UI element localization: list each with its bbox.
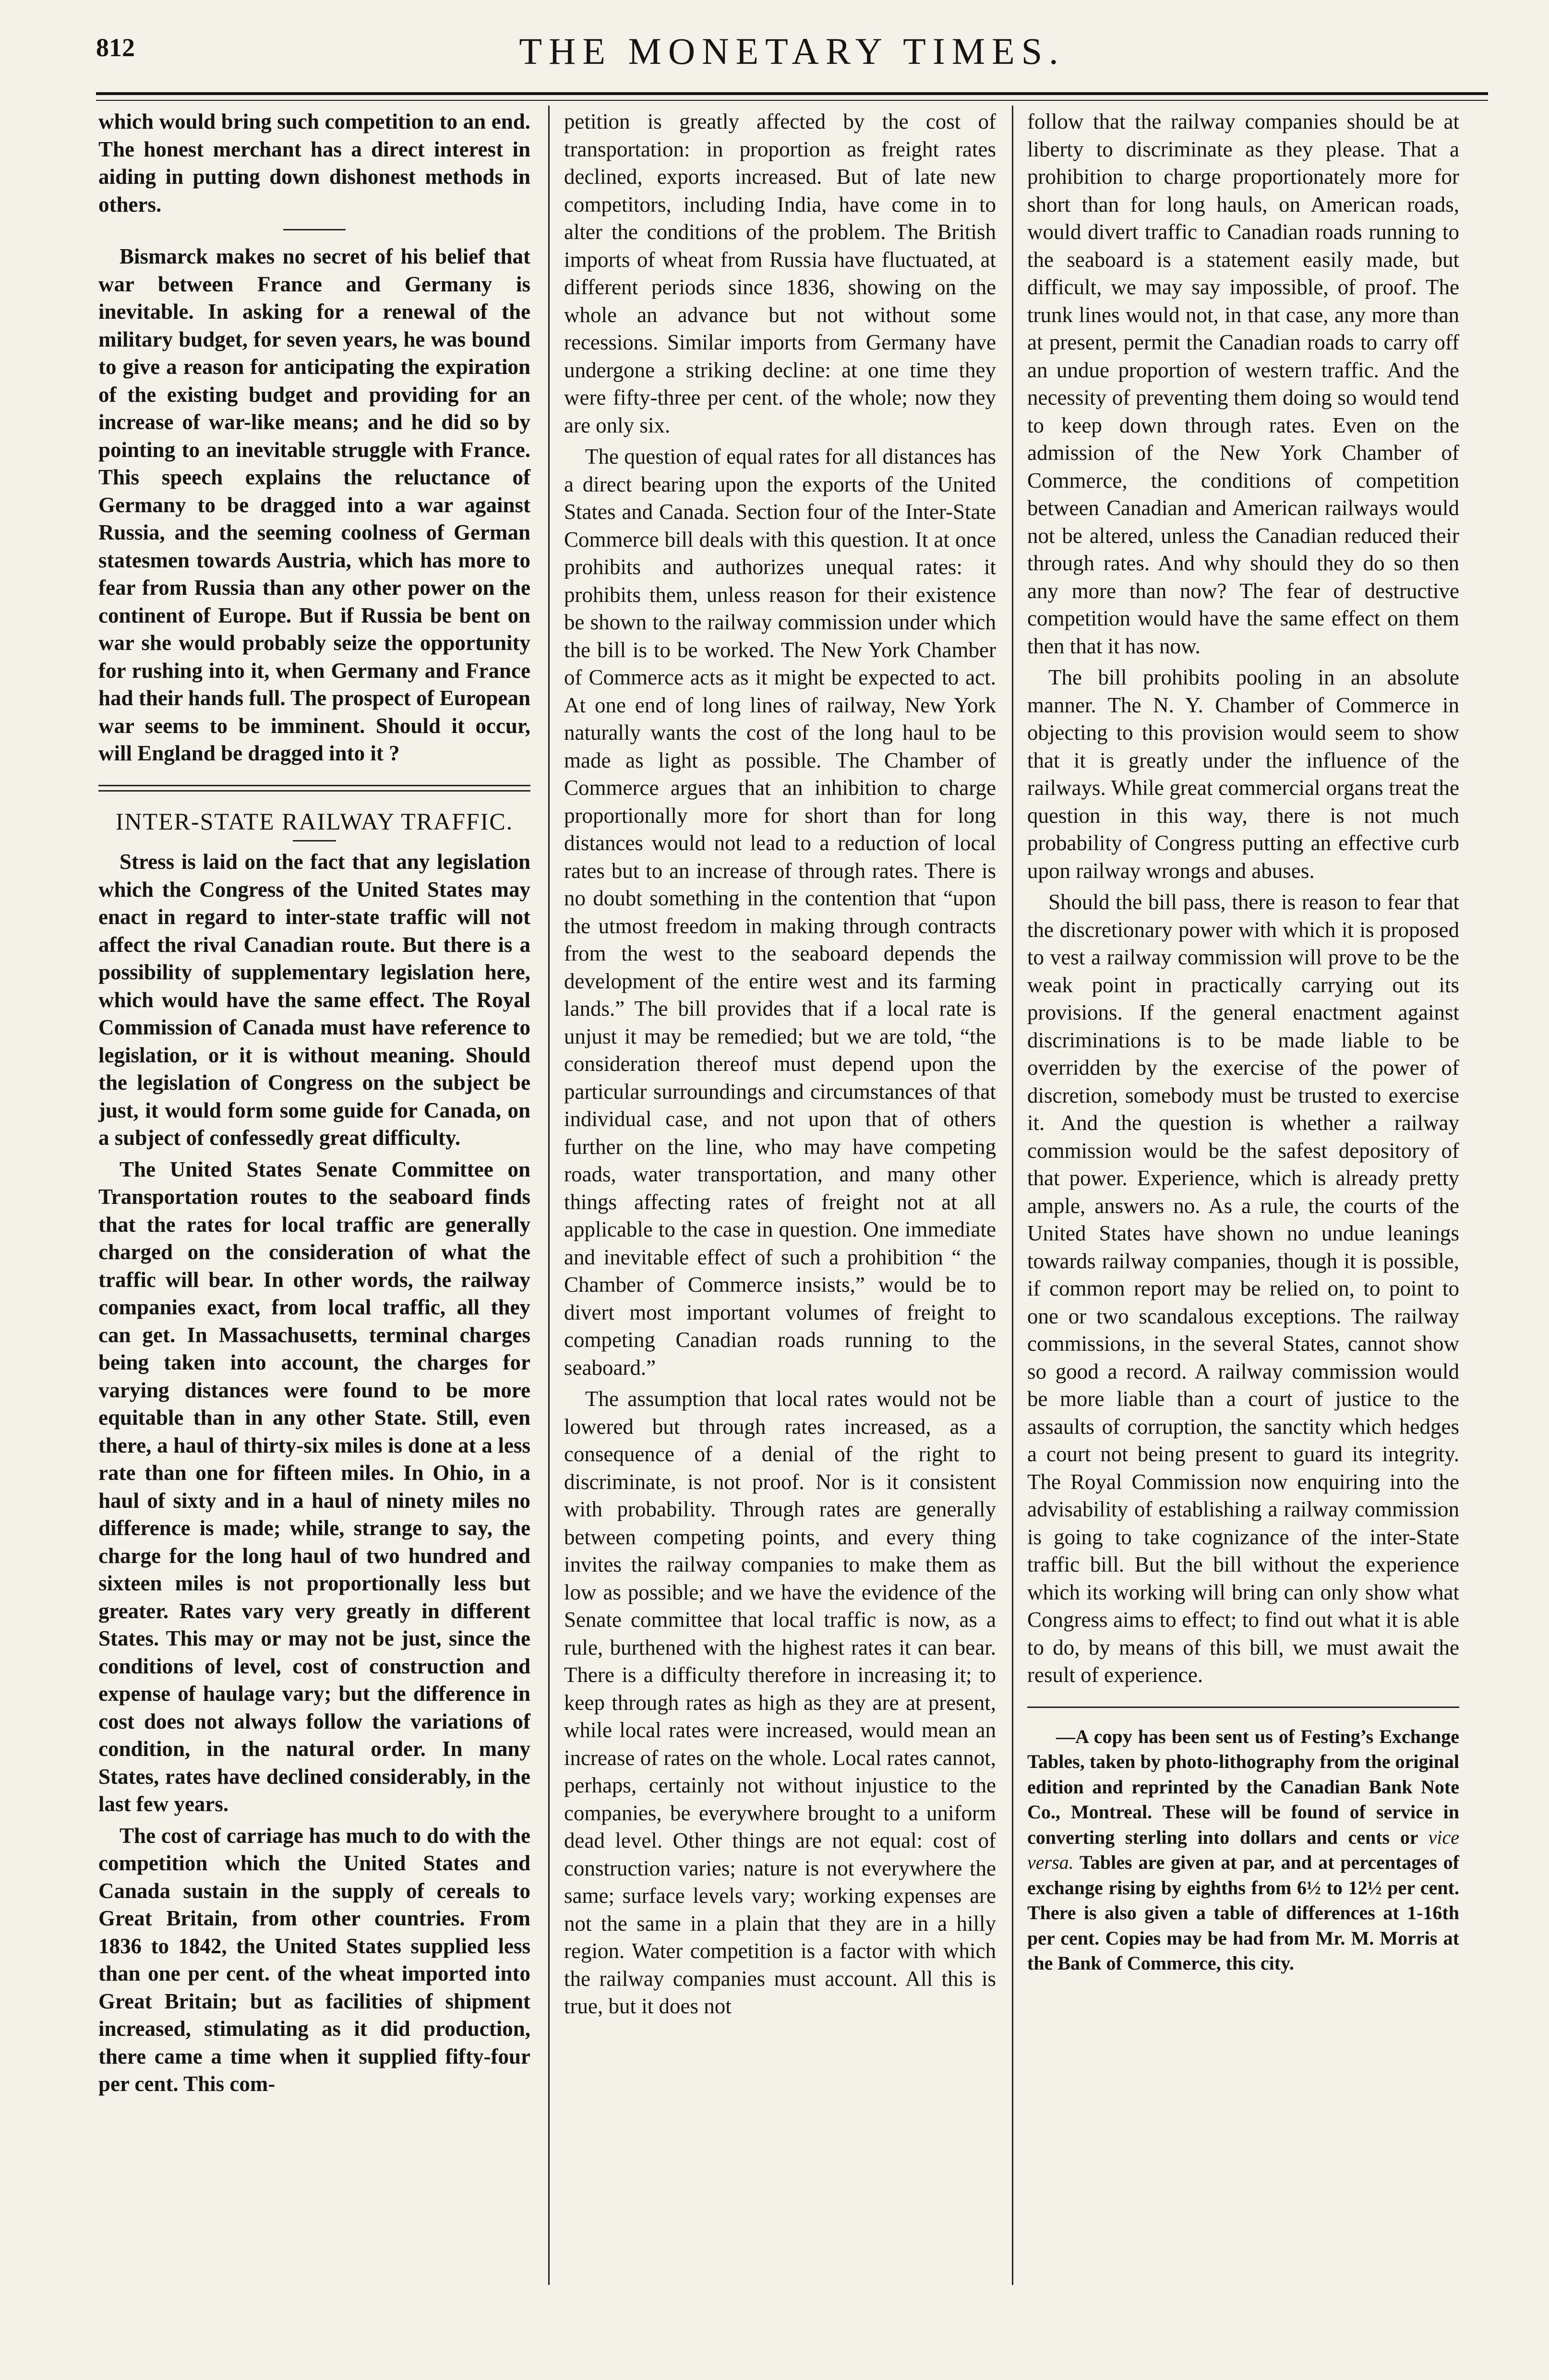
column-2 [564, 108, 996, 2024]
paragraph: Should the bill pass, there is reason to fear that the discretionary power with which it is proposed to vest a railway commission will prove to be the weak point in practically carrying out its provisions. If the general enactment against discriminations is to be made liable to be overridden by the exercise of the power of discretion, somebody must be trusted to exercise it. And the question is whether a railway commission would be the safest depository of that power. Experience, which is already pretty ample, answers no. As a rule, the courts of the United States have shown no undue leanings towards railway companies, though it is possible, if common report may be relied on, to point to one or two scandalous exceptions. The railway commissions, in the several States, cannot show so good a record. A railway commission would be more liable than a court of justice to the assaults of corruption, the sanctity which hedges a court not being present to guard its integrity. The Royal Commission now enquiring into the advisability of establishing a railway commission is going to take cognizance of the inter-State traffic bill. But the bill without the experience which its working will bring can only show what Congress aims to effect; to find out what it is able to do, by means of this bill, we must await the result of experience. [1027, 890, 1459, 1687]
paragraph: The assumption that local rates would not be lowered but through rates increased, as a consequence of a denial of the right to discriminate, is not proof. Nor is it consistent with probability. Through rates are generally between competing points, and every thing invites the railway companies to make them as low as possible; and we have the evidence of the Senate committee that local traffic is now, as a rule, burthened with the highest rates it can bear. There is a difficulty therefore in increasing it; to keep through rates as high as they are at present, while local rates were increased, would mean an increase of rates on the whole. Local rates cannot, perhaps, certainly not without injustice to the companies, be everywhere brought to a uniform dead level. Other things are not equal: cost of construction varies; nature is not everywhere the same; surface levels vary; working expenses are not the same in a plain that they are in a hilly region. Water competition is a factor with which the railway companies must account. All this is true, but it does not [564, 1387, 996, 2018]
header-rule-thin [96, 100, 1488, 101]
news-note [1027, 1724, 1459, 1976]
paragraph: Bismarck makes no secret of his belief that war between France and Germany is inevitable. In asking for a renewal of the military budget, for seven years, he was bound to give a reason for anticipating the expiration of the existing budget and providing for an increase of war-like means; and he did so by pointing to an inevitable struggle with France. This speech explains the reluctance of Germany to be dragged into a war against Russia, and the seeming coolness of German statesmen towards Austria, which has more to fear from Russia than any other power on the continent of Europe. But if Russia be bent on war she would probably seize the opportunity for rushing into it, when Germany and France had their hands full. The prospect of European war seems to be imminent. Should it occur, will England be dragged into it ? [98, 244, 530, 765]
note-divider [1027, 1707, 1459, 1708]
note-italic: vice versa. [1027, 1826, 1459, 1873]
note-text: Tables are given at par, and at percentages of exchange rising by eighths from 6½ to 12½ per cent. There is also given a table of differences at 1-16th per cent. Copies may be had from Mr. M. Morris at the Bank of Commerce, this city. [1027, 1851, 1459, 1974]
paragraph: The question of equal rates for all distances has a direct bearing upon the exports of the United States and Canada. Section four of the Inter-State Commerce bill deals with this question. It at once prohibits and authorizes unequal rates: it prohibits them, unless reason for their existence be shown to the railway commission under which the bill is to be worked. The New York Chamber of Commerce acts as it might be expected to act. At one end of long lines of railway, New York naturally wants the cost of the long haul to be made as light as possible. The Chamber of Commerce argues that an inhibition to charge proportionally more for short than for long distances would not lead to a reduction of local rates but to an increase of through rates. There is no doubt something in the contention that “upon the utmost freedom in making through contracts from the west to the seaboard depends the development of the entire west and its farming lands.” The bill provides that if a local rate is unjust it may be remedied; but we are told, “the consideration thereof must depend upon the particular surroundings and circumstances of that individual case, and not upon that of others further on the line, who may have competing roads, water transportation, and many other things affecting rates of freight not at all applicable to the case in question. One immediate and inevitable effect of such a prohibition “ the Chamber of Commerce insists,” would be to divert most important volumes of freight to competing Canadian roads running to the seaboard.” [564, 445, 996, 1380]
double-divider [98, 785, 530, 792]
paragraph: which would bring such competition to an end. The honest merchant has a direct interest in aiding in putting down dishonest methods in others. [98, 109, 530, 216]
page-number: 812 [96, 33, 135, 62]
paragraph: The cost of carriage has much to do with the competition which the United States and Canada sustain in the supply of cereals to Great Britain, from other countries. From 1836 to 1842, the United States supplied less than one per cent. of the wheat imported into Great Britain; but as facilities of shipment increased, stimulating as it did production, there came a time when it supplied fifty-four per cent. This com- [98, 1823, 530, 2096]
column-divider-2 [1012, 106, 1013, 2285]
masthead-title: THE MONETARY TIMES. [519, 30, 1065, 72]
heading-underline [293, 840, 336, 841]
paragraph: follow that the railway companies should be at liberty to discriminate as they please. That a prohibition to charge proportionately more for short than for long hauls, on American roads, would divert traffic to Canadian roads running to the seaboard is a statement easily made, but difficult, we may say impossible, of proof. The trunk lines would not, in that case, any more than at present, permit the Canadian roads to carry off an undue proportion of western traffic. And the necessity of preventing them doing so would tend to keep down through rates. Even on the admission of the New York Chamber of Commerce, the conditions of competition between Canadian and American railways would not be altered, unless the Canadian reduced their through rates. And why should they do so then any more than now? The fear of destructive competition would have the same effect on them then that it has now. [1027, 109, 1459, 658]
paragraph: Stress is laid on the fact that any legislation which the Congress of the United States may enact in regard to inter-state traffic will not affect the rival Canadian route. But there is a possibility of supplementary legislation here, which would have the same effect. The Royal Commission of Canada must have reference to legislation, or it is without meaning. Should the legislation of Congress on the subject be just, it would form some guide for Canada, on a subject of confessedly great difficulty. [98, 850, 530, 1150]
paragraph: petition is greatly affected by the cost of transportation: in proportion as freight rates declined, exports increased. But of late new competitors, including India, have come in to alter the conditions of the problem. The British imports of wheat from Russia have fluctuated, at different periods since 1836, showing on the whole an advance but not without some recessions. Similar imports from Germany have undergone a striking decline: at one time they were fifty-three per cent. of the whole; now they are only six. [564, 109, 996, 437]
column-1 [98, 108, 530, 2102]
header-rule-thick [96, 92, 1488, 95]
note-text: —A copy has been sent us of Festing’s Exchange Tables, taken by photo-lithography from the original edition and reprinted by the Canadian Bank Note Co., Montreal. These will be found of service in converting sterling into dollars and cents or [1027, 1725, 1459, 1848]
page-header [96, 29, 1488, 82]
section-divider [283, 229, 346, 230]
paragraph: The United States Senate Committee on Transportation routes to the seaboard finds that the rates for local traffic are generally charged on the consideration of what the traffic will bear. In other words, the railway companies exact, from local traffic, all they can get. In Massachusetts, terminal charges being taken into account, the charges for varying distances were found to be more equitable than in any other State. Still, even there, a haul of thirty-six miles is done at a less rate than one for fifteen miles. In Ohio, in a haul of sixty and in a haul of ninety miles no difference is made; while, strange to say, the charge for the long haul of two hundred and sixteen miles is not proportionally less but greater. Rates vary very greatly in different States. This may or may not be just, since the conditions of level, cost of construction and expense of haulage vary; but the difference in cost does not always follow the variations of condition, in the natural order. In many States, rates have declined considerably, in the last few years. [98, 1157, 530, 1816]
article-heading: INTER-STATE RAILWAY TRAFFIC. [115, 807, 514, 835]
paragraph: The bill prohibits pooling in an absolute manner. The N. Y. Chamber of Commerce in objecting to this provision would seem to show that it is greatly under the influence of the railways. While great commercial organs treat the question in this way, there is not much probability of Congress putting an effective curb upon railway wrongs and abuses. [1027, 665, 1459, 883]
column-3 [1027, 108, 1459, 1980]
column-divider-1 [548, 106, 550, 2285]
